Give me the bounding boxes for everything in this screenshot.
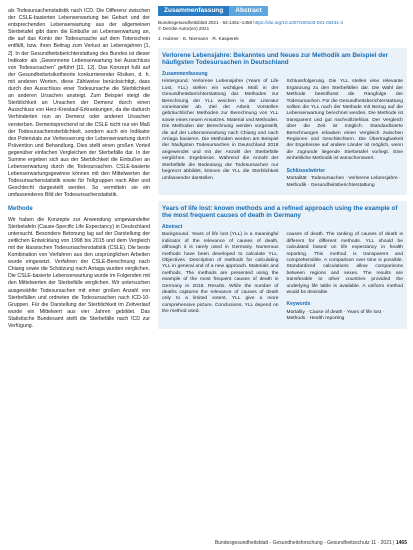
german-keywords: Mortalität · Todesursachen · Verlorene Lebensjahre · Methodik · Gesundheitsberichterstattung <box>286 176 401 188</box>
german-keywords-heading: Schlüsselwörter <box>286 167 326 174</box>
german-summary-heading: Zusammenfassung <box>162 71 208 78</box>
page-number: 1465 <box>395 540 407 546</box>
doi-link[interactable]: https://doi.org/10.1007/s00103-021-03431-4 <box>253 20 343 25</box>
body-paragraph: als Todesursachenstatistik nach ICD. Die Differenz zwischen der CSLE-basierten Lebenserwartung bei Geburt und der entsprechenden Lebenserwartung aus der allgemeinen Sterbetafel gibt dann die Einbuße an Lebenserwartung an, die auf das Konto der Todesursache auf dem Totenschein entfällt, bzw. ihren Beitrag zum Verlust an Lebensjahren [1, 2]. In der Gesundheitsberichterstattung des Bundes ist dieser Indikator als „Gewonnene Lebenserwartung bei Ausschluss von Todesursachen“ geführt [11, 12]. Das Konzept fußt auf der Gesundheitsrisikotheorie konkurrierender Risiken, d. h. mit anderen Worten, diese Zählweise berücksichtigt, dass durch den Ausschluss einer Todesursache die Sterblichkeit an anderen Ursachen ansteigt. Zum Beispiel steigt die Sterblichkeit an Ursachen der Demenz durch einen Ausschluss von Herz-Kreislauf-Erkrankungen, da die dadurch Verhinderten nun an Demenz oder anderen Ursachen versterben. Dementsprechend ist die CSLE nicht nur ein Maß der Todesursachensterblichkeit, sondern auch ein Indikator des Potenzials zur Verbesserung der Lebenserwartung durch Prävention und Behandlung. Dies stellt einen großen Vorteil gegenüber einfachen Vergleichen der Sterbefälle dar. In der Summe ergeben sich aus der Sterblichkeit die Einbußen an Lebenserwartung durch die Todesursachen. CSLE-basierte Lebenserwartungsgewinne können mit den Mittelwerten der Todesursachenstatistik sowie für Teilgruppen nach Alter und Geschlecht dargestellt werden. So vermitteln sie ein umfassenderes Bild der Todesursachenstatistik. <box>8 8 150 199</box>
german-summary-left: Hintergrund. Verlorene Lebensjahre (Years of Life Lost, YLL) stellen ein wichtiges Maß in der Gesundheitsberichterstattung dar. Methoden zur Berechnung der YLL weichen in der Literatur voneinander ab. Ziel der Arbeit. Vorstellen gebräuchlicher Methoden zur Berechnung von YLL sowie eines neuen Ansatzes. Material und Methoden. Die Methoden der Berechnung werden vorgestellt, die auf der Lebenserwartung nach Chiang und nach Arriaga basieren. Die Methoden werden am Beispiel der häufigsten Todesursachen in Deutschland 2018 angewendet und mit der Anzahl der Sterbefälle verglichen. Ergebnisse. Während die Anzahl der Sterbefälle die Bedeutung der Todesursachen nur begrenzt abbildet, können die YLL die Sterblichkeit umfassender darstellen. <box>162 79 279 181</box>
abstract-panel <box>158 6 407 329</box>
citation: Bundesgesundheitsblatt 2021 · 64:1451–1458 <box>158 20 252 25</box>
left-column <box>8 8 150 330</box>
page-footer: Bundesgesundheitsblatt - Gesundheitsforschung - Gesundheitsschutz 11 · 2021 | 1465 <box>214 540 407 546</box>
citation-block <box>158 20 407 32</box>
authors: J. Hubner · E. Niemann · R. Kasperek <box>158 37 239 42</box>
english-abstract-box <box>158 201 407 329</box>
english-keywords-heading: Keywords <box>286 301 311 308</box>
journal-name: Bundesgesundheitsblatt - Gesundheitsforschung - Gesundheitsschutz 11 · 2021 <box>214 540 392 546</box>
methods-heading: Methode <box>8 205 33 212</box>
english-abstract-heading: Abstract <box>162 224 183 231</box>
english-title: Years of life lost: known methods and a refined approach using the example of the most frequent causes of death in Germany <box>162 204 398 220</box>
tab-abstract[interactable]: Abstract <box>229 6 267 16</box>
copyright: © Der/die Autor(en) 2021 <box>158 26 210 31</box>
body-paragraph: Wir haben die Konzepte zur Anwendung umgewandelter Sterbetafeln (Cause-Specific Life Expectancy) in Deutschland untersucht. Besondere Betonung lag auf der Darstellung der zeitlichen Entwicklung von 1998 bis 2015 und dem Vergleich mit der klassischen Todesursachenstatistik (CSLE). Die beste Kombination von Verfahren aus den ursprünglichen Arbeiten wurde eingesetzt. Verfahren der CSLE-Berechnung nach Chiang sowie die Schätzung nach Arriaga wurden verglichen. Die CSLE-basierte Lebenserwartung wurde im Folgenden mit den Mittelwerten der Sterbefälle verglichen. Wir untersuchen ausgewählte Todesursachen mit einer großen Anzahl von Sterbefällen und ordneten die Todesursachen nach ICD-10-Gruppen. Für die Darstellung der Sterblichkeit im Zeitverlauf wurde ein Mittelwert aus vier Jahren gebildet. Das Statistische Bundesamt stellt die Sterbefälle nach ICD zur Verfügung. <box>8 216 150 330</box>
german-title: Verlorene Lebensjahre: Bekanntes und Neues zur Methodik am Beispiel der häufigsten Todesursachen in Deutschland <box>162 52 389 67</box>
german-summary-box <box>158 48 407 195</box>
tab-zusammenfassung[interactable]: Zusammenfassung <box>158 6 229 16</box>
abstract-tab-bar <box>158 6 407 16</box>
english-abstract-left: Background. Years of life lost (YLL) is a meaningful indicator of the relevance of causes of death, although it is rarely used in Germany. Numerous methods have been developed to calculate YLL. Objectives. Description of methods for calculating YLL in general and of a new approach. Materials and methods. The methods are presented using the example of the most frequent causes of death in Germany in 2018. Results. While the number of deaths captures the relevance of causes of death only to a limited extent, YLL give a more comprehensive picture. Conclusions. YLL depend on the method used. <box>162 232 279 315</box>
german-summary-right: Schlussfolgerung. Die YLL stellen eine relevante Ergänzung zu den Sterbefällen dar. Die Wahl der Methode beeinflusst die Rangfolge der Todesursachen. Für die Gesundheitsberichterstattung sollten die YLL nach der Methode mit Bezug auf die Lebenserwartung berechnet werden. Die Methode ist transparent und gut nachvollziehbar. Der Vergleich über die Zeit ist möglich. Standardisierte Berechnungen erlauben einen Vergleich zwischen Regionen und Geschlechtern. Die Übertragbarkeit der Ergebnisse auf andere Länder ist möglich, wenn die zugrunde liegende Sterbetafel vorliegt. Eine einheitliche Methodik ist wünschenswert. <box>286 79 403 162</box>
english-keywords: Mortality · Cause of death · Years of life lost · Methods · Health reporting <box>286 309 385 322</box>
english-abstract-right: causes of death. The ranking of causes of death is different for different methods. YLL should be calculated based on life expectancy in health reporting. This method is transparent and comprehensible. A comparison over time is possible. Standardized calculations allow comparisons between regions and sexes. The results are transferable to other countries provided the underlying life table is available. A uniform method would be desirable. <box>286 232 403 295</box>
